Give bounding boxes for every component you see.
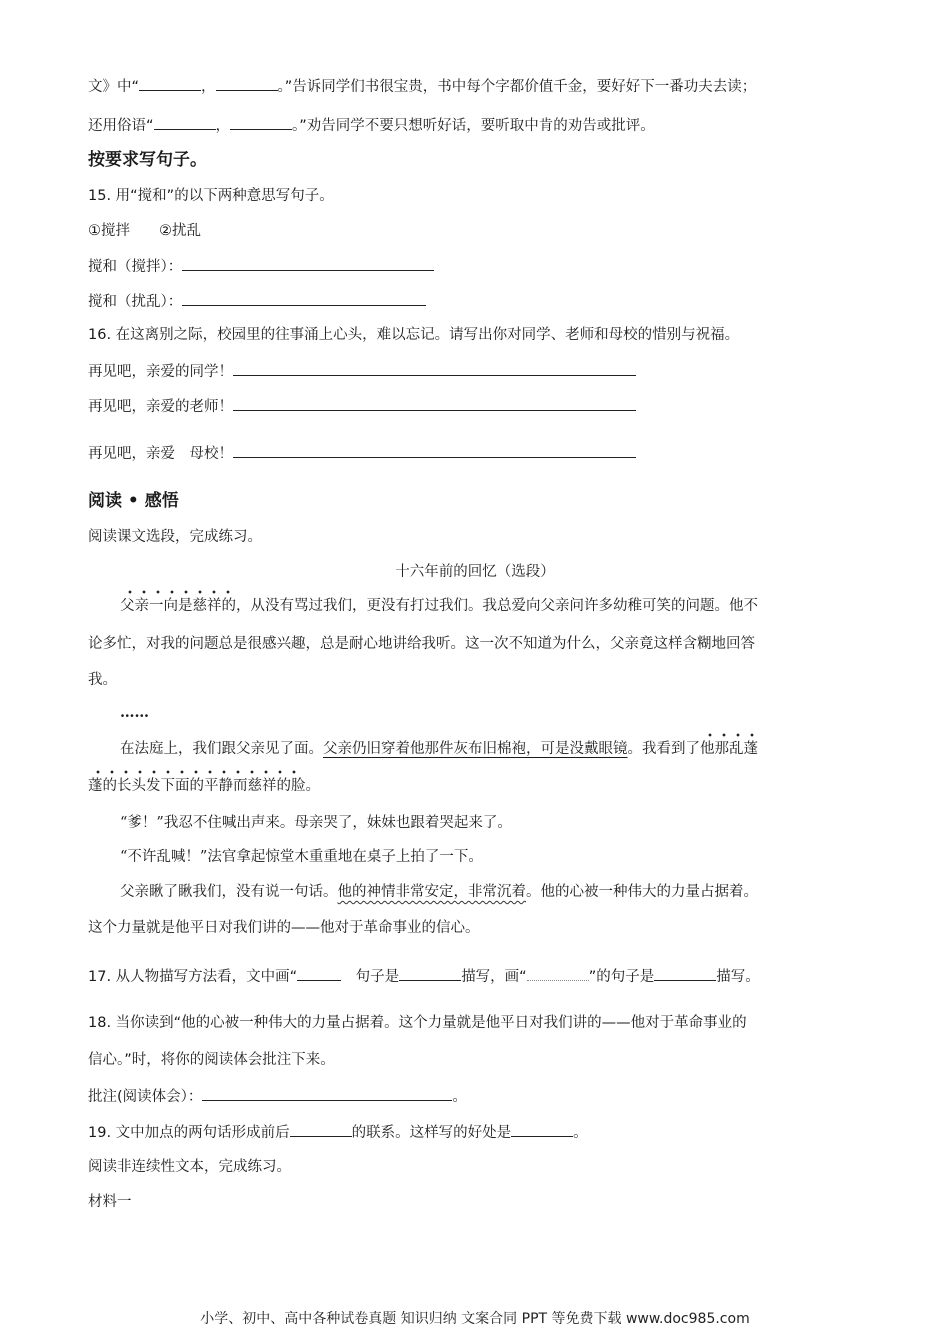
text: 搅和（扰乱）： <box>88 294 183 310</box>
answer-blank[interactable] <box>216 76 278 91</box>
question-16-answer-a <box>88 361 636 382</box>
question-18-line2: 信心。”时，将你的阅读体会批注下来。 <box>88 1052 335 1068</box>
text: 父亲瞅了瞅我们，没有说一句话。 <box>120 884 338 900</box>
passage-line <box>88 776 320 796</box>
text: ， <box>201 79 216 95</box>
text: 句子是 <box>341 969 400 985</box>
text: 。 <box>573 1125 588 1141</box>
text: 父亲一向是慈祥的 <box>120 598 236 614</box>
text: 描写，画“ <box>461 969 527 985</box>
answer-blank[interactable] <box>182 291 426 306</box>
section-heading: 按要求写句子。 <box>88 150 207 170</box>
answer-blank[interactable] <box>399 966 461 981</box>
passage-line: “爹！”我忍不住喊出声来。母亲哭了，妹妹也跟着哭起来了。 <box>120 815 512 831</box>
text: 17. 从人物描写方法看，文中画“ <box>88 969 298 985</box>
section-heading: 阅读 • 感悟 <box>88 491 179 511</box>
question-16-answer-c <box>88 443 636 464</box>
question-18: 18. 当你读到“他的心被一种伟大的力量占据着。这个力量就是他平日对我们讲的——他对于革命事业的 <box>88 1015 747 1031</box>
passage-line <box>120 739 758 759</box>
material-label: 材料一 <box>88 1194 132 1210</box>
question-15: 15. 用“搅和”的以下两种意思写句子。 <box>88 188 334 204</box>
question-15-options: ①搅拌 ②扰乱 <box>88 223 201 239</box>
answer-blank[interactable] <box>233 361 636 376</box>
text: 还用俗语“ <box>88 118 154 134</box>
passage-line: 这个力量就是他平日对我们讲的——他对于革命事业的信心。 <box>88 920 480 936</box>
question-19 <box>88 1122 588 1143</box>
text: 。 <box>305 778 320 794</box>
text-line <box>88 76 756 97</box>
dotted-text <box>700 741 758 757</box>
text: 搅和（搅拌）： <box>88 259 183 275</box>
passage-line <box>120 596 758 616</box>
answer-blank[interactable] <box>290 1122 352 1137</box>
question-17 <box>88 966 760 987</box>
text: 。我看到了 <box>627 741 700 757</box>
question-15-answer-b <box>88 291 426 312</box>
text: 他那乱蓬 <box>700 741 758 757</box>
question-16: 16. 在这离别之际，校园里的往事涌上心头，难以忘记。请写出你对同学、老师和母校的惜别与祝福。 <box>88 327 740 343</box>
ellipsis: …… <box>120 704 149 721</box>
text: ，从没有骂过我们，更没有打过我们。我总爱向父亲问许多幼稚可笑的问题。他不 <box>236 598 758 614</box>
passage-line: “不许乱喊！”法官拿起惊堂木重重地在桌子上拍了一下。 <box>120 849 483 865</box>
answer-blank[interactable] <box>154 115 216 130</box>
text: 再见吧，亲爱的老师！ <box>88 399 233 415</box>
question-15-answer-a <box>88 256 434 277</box>
answer-blank[interactable] <box>233 443 636 458</box>
answer-blank[interactable] <box>230 115 292 130</box>
page-footer: 小学、初中、高中各种试卷真题 知识归纳 文案合同 PPT 等免费下载 www.doc985.com <box>200 1311 750 1327</box>
underline-sample <box>297 966 341 981</box>
text: 文》中“ <box>88 79 140 95</box>
text: ， <box>215 118 231 134</box>
passage-line: 论多忙，对我的问题总是很感兴趣，总是耐心地讲给我听。这一次不知道为什么，父亲竟这样含糊地回答 <box>88 636 755 652</box>
answer-blank[interactable] <box>511 1122 573 1137</box>
answer-blank[interactable] <box>654 966 716 981</box>
intro-text: 阅读课文选段，完成练习。 <box>88 529 262 545</box>
text: 。”告诉同学们书很宝贵，书中每个字都价值千金，要好好下一番功夫去读； <box>277 79 757 95</box>
text: 再见吧，亲爱 母校！ <box>88 446 233 462</box>
dotted-text <box>120 598 236 614</box>
text: ”的句子是 <box>588 969 655 985</box>
text: 。”劝告同学不要只想听好话，要听取中肯的劝告或批评。 <box>292 118 655 134</box>
answer-blank[interactable] <box>202 1086 452 1101</box>
answer-blank[interactable] <box>233 396 636 411</box>
wavy-underlined-sentence: 他的神情非常安定，非常沉着 <box>337 884 526 900</box>
answer-blank[interactable] <box>182 256 434 271</box>
text: 批注(阅读体会）： <box>88 1089 203 1105</box>
text: 。他的心被一种伟大的力量占据着。 <box>526 884 758 900</box>
emphasis-dots <box>88 769 306 775</box>
dotted-text <box>88 778 306 794</box>
text: 。 <box>452 1089 467 1105</box>
underlined-sentence: 父亲仍旧穿着他那件灰布旧棉袍，可是没戴眼镜 <box>323 741 628 757</box>
intro-text: 阅读非连续性文本，完成练习。 <box>88 1159 291 1175</box>
answer-blank[interactable] <box>139 76 201 91</box>
question-18-answer <box>88 1086 467 1107</box>
question-16-answer-b <box>88 396 636 417</box>
emphasis-dots <box>700 732 758 738</box>
emphasis-dots <box>120 589 236 595</box>
text: 19. 文中加点的两句话形成前后 <box>88 1125 290 1141</box>
text: 蓬的长头发下面的平静而慈祥的脸 <box>88 778 306 794</box>
text: 在法庭上，我们跟父亲见了面。 <box>120 741 323 757</box>
passage-title: 十六年前的回忆（选段） <box>395 564 555 580</box>
wavy-line-sample <box>527 968 589 981</box>
text: 再见吧，亲爱的同学！ <box>88 364 233 380</box>
text: 的联系。这样写的好处是 <box>351 1125 512 1141</box>
text-line <box>88 115 655 136</box>
passage-line <box>120 882 758 902</box>
text: 描写。 <box>716 969 760 985</box>
passage-line: 我。 <box>88 672 117 688</box>
